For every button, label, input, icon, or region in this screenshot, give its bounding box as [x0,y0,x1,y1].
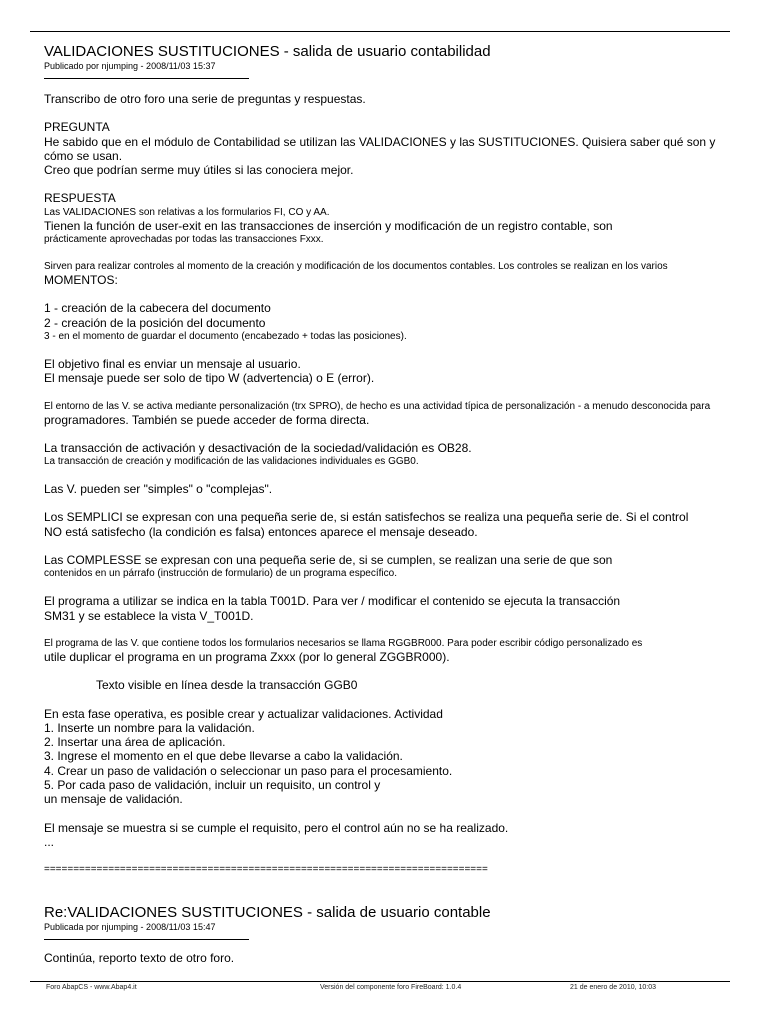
forum-post-1 [44,42,768,876]
post-body [44,951,768,965]
paragraph-gap [44,177,768,191]
paragraph-gap [44,427,768,441]
body-line: Los SEMPLICI se expresan con una pequeña serie de, si están satisfechos se realiza una pequeña serie de. Si el control [44,510,689,525]
paragraph-gap [44,106,768,120]
body-line: Las COMPLESSE se expresan con una pequeña serie de, si se cumplen, se realizan una serie de que son [44,553,613,568]
paragraph-gap [44,807,768,821]
post-title: Re:VALIDACIONES SUSTITUCIONES - salida de usuario contable [44,904,491,921]
body-line: La transacción de activación y desactivación de la sociedad/validación es OB28. [44,440,472,455]
paragraph-gap [44,849,768,863]
body-line: El objetivo final es enviar un mensaje al usuario. [44,356,301,371]
body-line: PREGUNTA [44,120,110,135]
body-line: 3. Ingrese el momento en el que debe llevarse a cabo la validación. [44,749,403,764]
post-title: VALIDACIONES SUSTITUCIONES - salida de usuario contabilidad [44,43,491,60]
body-line: MOMENTOS: [44,273,118,288]
body-line: Tienen la función de user-exit en las transacciones de inserción y modificación de un registro contable, son [44,218,613,233]
body-line: 1. Inserte un nombre para la validación. [44,720,255,735]
body-line: El programa de las V. que contiene todos los formularios necesarios se llama RGGBR000. Para poder escribir código personalizado es [44,637,643,649]
footer-site: Foro AbapCS - www.Abap4.it [46,984,137,991]
paragraph-gap [44,580,768,594]
body-line: 4. Crear un paso de validación o seleccionar un paso para el procesamiento. [44,763,453,778]
body-line: El entorno de las V. se activa mediante personalización (trx SPRO), de hecho es una actividad típica de personalización - a menudo desconocida para [44,400,711,412]
footer-version: Versión del componente foro FireBoard: 1.0.4 [320,984,462,991]
body-line: programadores. También se puede acceder de forma directa. [44,412,370,427]
paragraph-gap [44,693,768,707]
paragraph-gap [44,246,768,260]
body-line: 5. Por cada paso de validación, incluir un requisito, un control y [44,778,381,793]
paragraph-gap [44,664,768,678]
body-line: 2 - creación de la posición del documento [44,315,266,330]
body-line: ============================================================================ [44,864,488,876]
forum-post-2 [44,903,768,965]
body-line: Sirven para realizar controles al momento de la creación y modificación de los documentos contables. Los controles se realizan en los varios [44,261,668,273]
post-body [44,92,768,876]
body-line: Texto visible en línea desde la transacción GGB0 [96,678,358,693]
body-line: La transacción de creación y modificación de las validaciones individuales es GGB0. [44,456,419,468]
title-underline [44,78,249,79]
body-line: El programa a utilizar se indica en la tabla T001D. Para ver / modificar el contenido se ejecuta la transacción [44,594,621,609]
body-line: NO está satisfecho (la condición es falsa) entonces aparece el mensaje deseado. [44,524,478,539]
body-line: Las VALIDACIONES son relativas a los formularios FI, CO y AA. [44,206,330,218]
body-line: SM31 y se establece la vista V_T001D. [44,608,254,623]
footer-divider [30,981,730,982]
body-line: ... [44,834,55,849]
paragraph-gap [44,343,768,357]
title-underline [44,939,249,940]
post-meta: Publicado por njumping - 2008/11/03 15:37 [44,61,216,71]
paragraph-gap [44,496,768,510]
body-line: Creo que podrían serme muy útiles si las conociera mejor. [44,163,354,178]
post-meta: Publicada por njumping - 2008/11/03 15:47 [44,922,216,932]
body-line: Continúa, reporto texto de otro foro. [44,951,235,965]
body-line: utile duplicar el programa en un programa Zxxx (por lo general ZGGBR000). [44,649,450,664]
body-line: cómo se usan. [44,148,123,163]
body-line: El mensaje puede ser solo de tipo W (advertencia) o E (error). [44,371,375,386]
body-line: Las V. pueden ser "simples" o "complejas". [44,482,273,497]
paragraph-gap [44,468,768,482]
body-line: 2. Insertar una área de aplicación. [44,735,226,750]
body-line: RESPUESTA [44,191,116,206]
footer-date: 21 de enero de 2010, 10:03 [570,984,657,991]
body-line: Transcribo de otro foro una serie de preguntas y respuestas. [44,92,366,106]
body-line: El mensaje se muestra si se cumple el requisito, pero el control aún no se ha realizado. [44,820,509,835]
paragraph-gap [44,386,768,400]
paragraph-gap [44,287,768,301]
body-line: contenidos en un párrafo (instrucción de formulario) de un programa específico. [44,568,397,580]
body-line: He sabido que en el módulo de Contabilidad se utilizan las VALIDACIONES y las SUSTITUCIONES. Quisiera saber qué son y [44,134,716,149]
body-line: En esta fase operativa, es posible crear y actualizar validaciones. Actividad [44,706,443,721]
body-line: un mensaje de validación. [44,792,183,807]
paragraph-gap [44,539,768,553]
paragraph-gap [44,623,768,637]
body-line: 3 - en el momento de guardar el documento (encabezado + todas las posiciones). [44,330,407,342]
body-line: prácticamente aprovechadas por todas las transacciones Fxxx. [44,234,324,246]
body-line: 1 - creación de la cabecera del documento [44,301,271,316]
top-divider [30,31,730,32]
